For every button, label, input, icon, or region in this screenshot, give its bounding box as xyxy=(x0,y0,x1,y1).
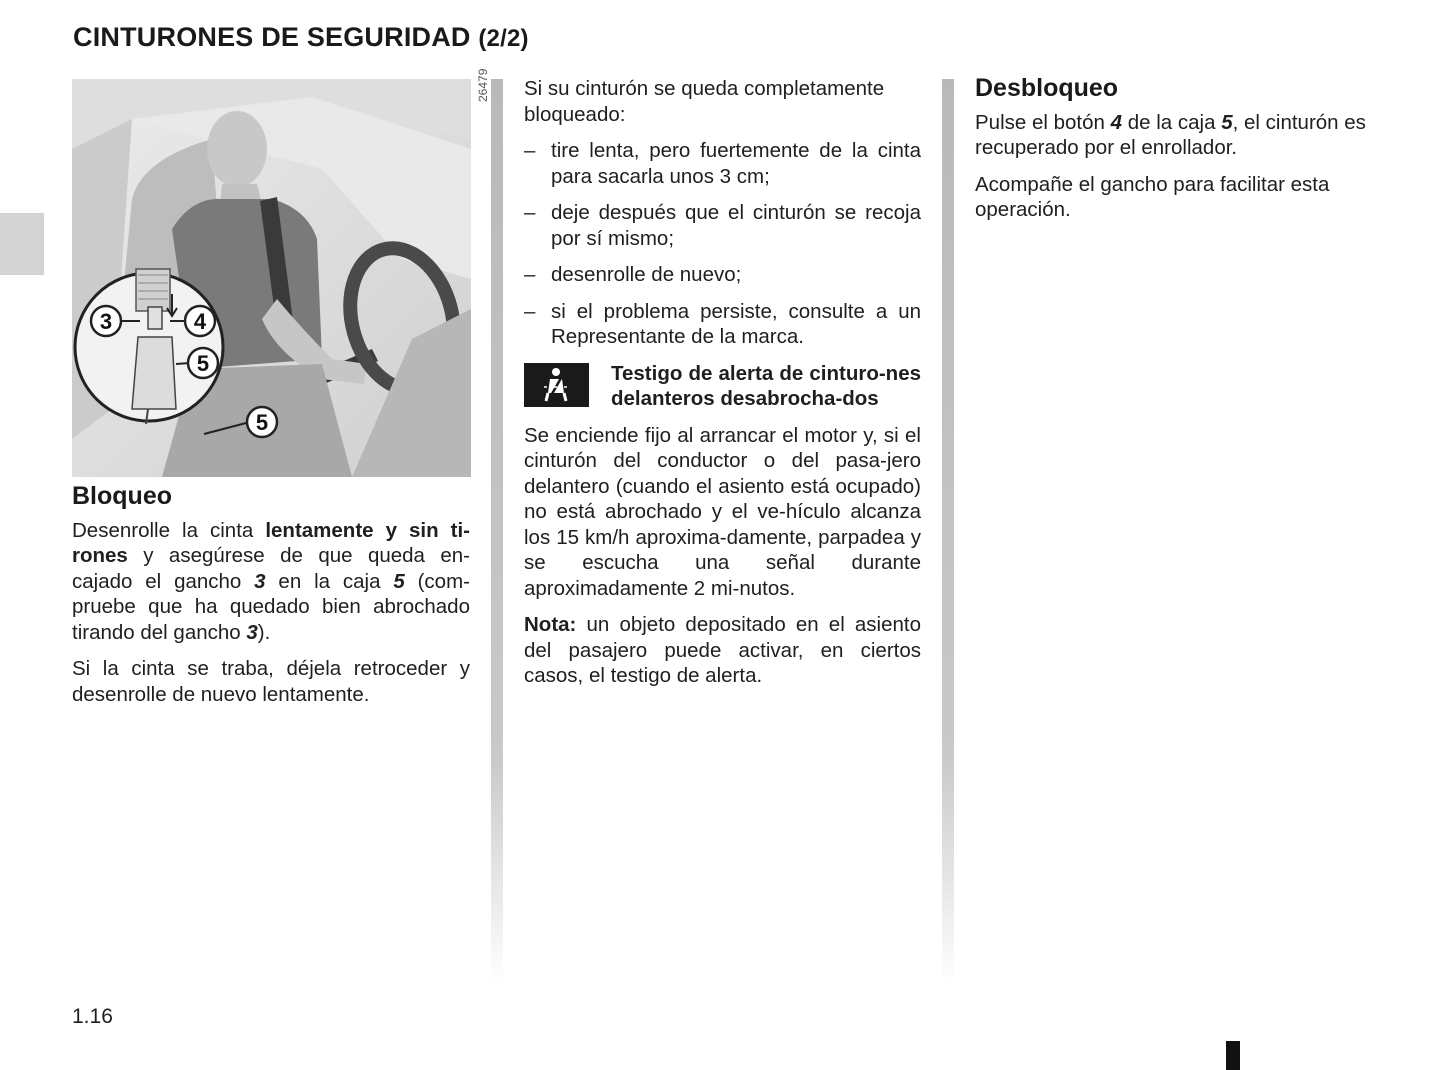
svg-text:3: 3 xyxy=(99,309,113,334)
middle-column xyxy=(524,76,921,700)
callout-5-buckle xyxy=(247,407,277,437)
list-item: – tire lenta, pero fuertemente de la cinta para sacarla unos 3 cm; xyxy=(524,139,921,188)
list-item: – desenrolle de nuevo; xyxy=(524,263,742,286)
left-column xyxy=(72,484,470,718)
column-divider xyxy=(942,79,954,984)
svg-text:5: 5 xyxy=(196,351,210,376)
svg-text:5: 5 xyxy=(255,410,269,435)
section-heading-bloqueo: Bloqueo xyxy=(72,482,172,510)
right-column xyxy=(975,76,1375,234)
chapter-tab xyxy=(0,213,44,275)
seatbelt-warning-icon xyxy=(524,363,589,407)
desbloqueo-paragraph-2: Acompañe el gancho para facilitar esta operación. xyxy=(975,172,1330,221)
list-item: – si el problema persiste, consulte a un Representante de la marca. xyxy=(524,299,921,348)
page-number: 1.16 xyxy=(72,1005,113,1028)
list-item: – deje después que el cinturón se recoja por sí mismo; xyxy=(524,201,921,250)
section-heading-desbloqueo: Desbloqueo xyxy=(975,74,1119,102)
callout-3 xyxy=(91,306,121,336)
desbloqueo-paragraph-1: Pulse el botón 4 de la caja 5, el cinturón es recuperado por el enrollador. xyxy=(975,110,1366,159)
figure-reference: 26479 xyxy=(476,68,490,102)
svg-text:4: 4 xyxy=(193,309,207,334)
bloqueo-paragraph-2: Si la cinta se traba, déjela retroceder y desenrolle de nuevo lentamente. xyxy=(72,657,470,706)
seatbelt-illustration xyxy=(72,68,490,477)
page-edge-marker xyxy=(1226,1041,1240,1070)
callout-5 xyxy=(188,348,218,378)
warning-title: Testigo de alerta de cinturo-nes delanteros desabrocha-dos xyxy=(611,361,921,410)
bloqueo-paragraph-1: Desenrolle la cinta lentamente y sin ti-rones y asegúrese de que queda en-cajado el gancho 3 en la caja 5 (com-pruebe que ha quedado bien abrochado tirando del gancho 3). xyxy=(72,518,470,644)
callout-4 xyxy=(185,306,215,336)
warning-block xyxy=(524,361,921,602)
blocked-steps xyxy=(524,138,921,350)
blocked-intro: Si su cinturón se queda completamente bloqueado: xyxy=(524,77,885,126)
warning-text: Se enciende fijo al arrancar el motor y, si el cinturón del conductor o del pasa-jero delantero (cuando el asiento está ocupado) no está abrochado y el ve-hículo alcanza los 15 km/h aproxima-damente, parpadea y se escucha una señal durante aproximadamente 2 mi-nutos. xyxy=(524,423,921,600)
note-paragraph: Nota: un objeto depositado en el asiento del pasajero puede activar, en ciertos casos, el testigo de alerta. xyxy=(524,613,921,687)
column-divider xyxy=(491,79,503,984)
page-title: CINTURONES DE SEGURIDAD (2/2) xyxy=(73,22,529,52)
